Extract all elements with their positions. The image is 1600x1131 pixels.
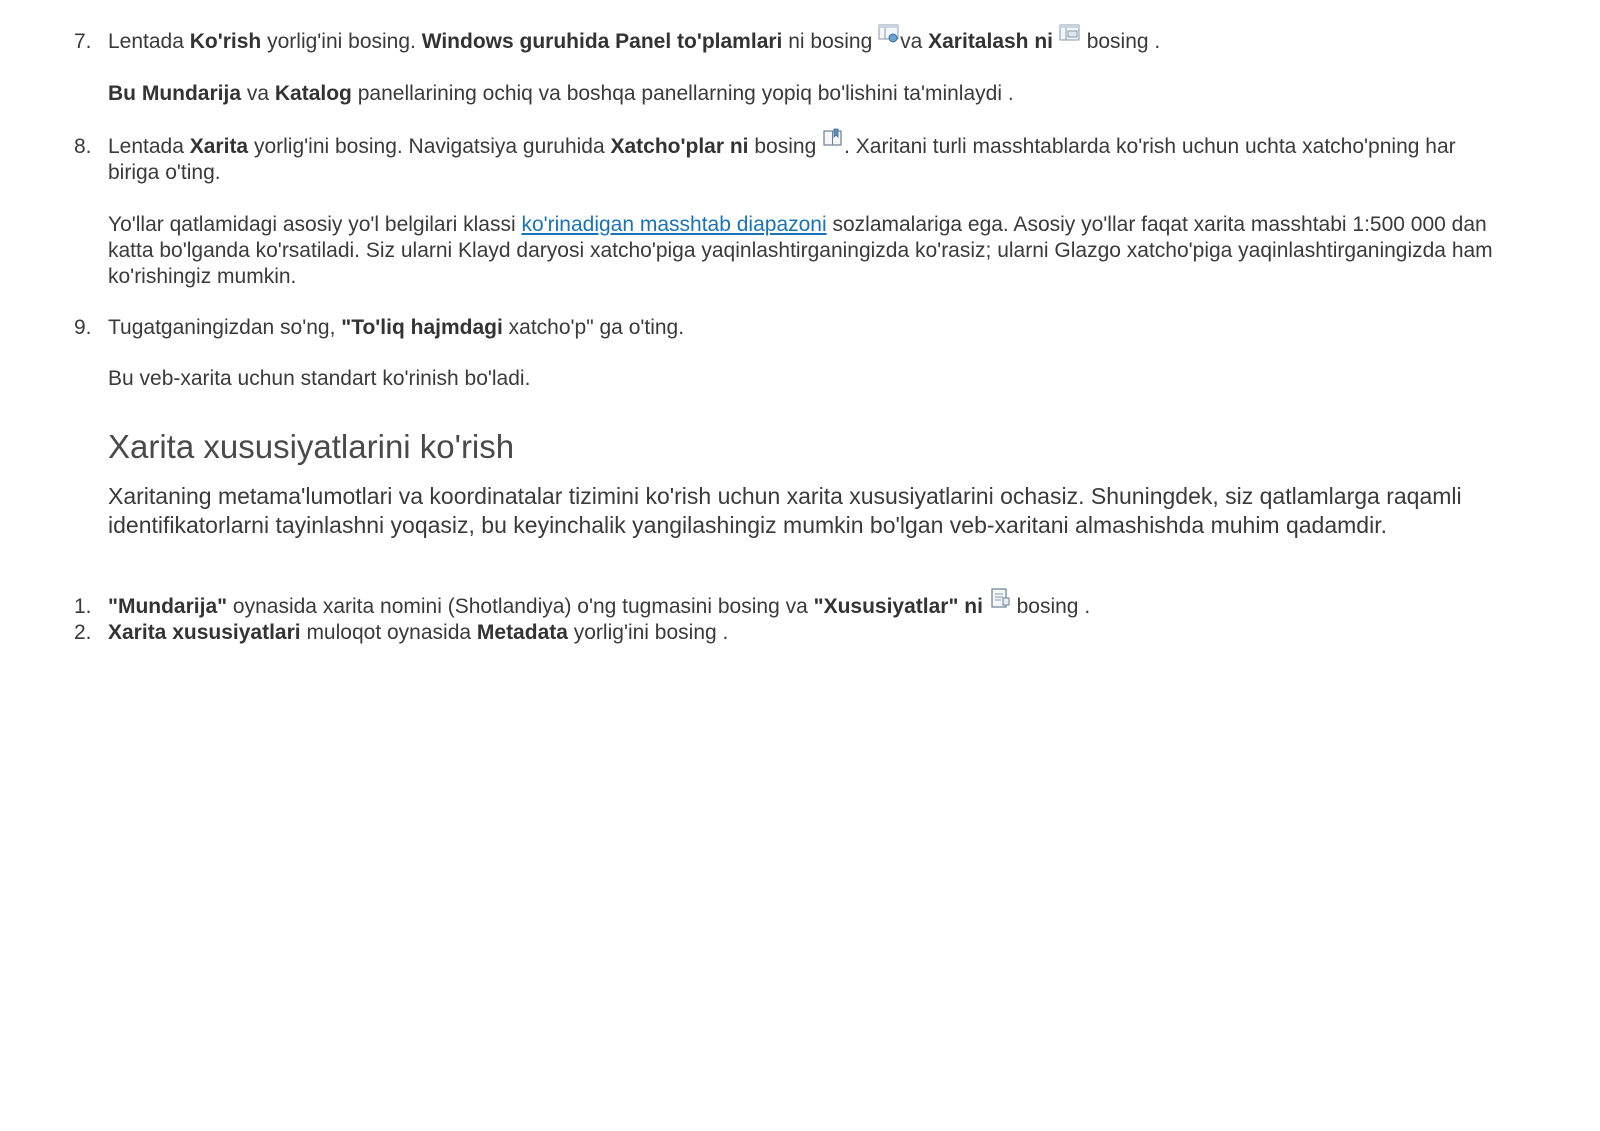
ui-term: Windows guruhida Panel to'plamlari	[421, 30, 783, 53]
section-heading: Xarita xususiyatlarini ko'rish	[108, 428, 515, 465]
bookmarks-icon	[822, 128, 844, 148]
list-item-step-1	[74, 594, 1508, 620]
note-text: panellarining ochiq va boshqa panellarning yopiq bo'lishini ta'minlaydi .	[351, 82, 1014, 105]
ui-term: Xatcho'plar ni	[610, 135, 749, 158]
ui-term: Xaritalash ni	[928, 30, 1054, 53]
step-7-note	[108, 81, 1508, 107]
ui-term: Bu Mundarija	[108, 82, 242, 105]
step-text: Lentada	[108, 135, 190, 158]
step-text: yorlig'ini bosing.	[261, 30, 422, 53]
ui-term: Xarita xususiyatlari	[108, 621, 301, 644]
step-text: ni bosing	[782, 30, 879, 53]
note-text: va	[241, 82, 275, 105]
step-text: bosing	[748, 135, 823, 158]
intro-text: Xaritaning metama'lumotlari va koordinatalar tizimini ko'rish uchun xarita xususiyatlarini ochasiz. Shuningdek, siz qatlamlarga raqamli identifikatorlarni tayinlashni yoqasiz, bu keyinchalik yangilashingiz mumkin bo'lgan veb-xaritani almashishda muhim qadamdir.	[108, 483, 1462, 538]
note-text: Yo'llar qatlamidagi asosiy yo'l belgilari klassi	[108, 213, 522, 236]
step-text: bosing .	[1080, 30, 1161, 53]
step-text: Tugatganingizdan so'ng,	[108, 316, 342, 339]
ui-term: Ko'rish	[189, 30, 262, 53]
step-text: bosing .	[1010, 595, 1091, 618]
list-number: 2.	[74, 621, 92, 644]
list-item-step-8	[74, 134, 1508, 186]
step-text: yorlig'ini bosing. Navigatsiya guruhida	[248, 135, 611, 158]
list-item-step-9	[74, 315, 1508, 341]
properties-icon	[989, 588, 1011, 608]
step-text: muloqot oynasida	[300, 621, 477, 644]
list-number: 8.	[74, 135, 92, 158]
step-text: oynasida xarita nomini (Shotlandiya) o'ng tugmasini bosing va	[227, 595, 814, 618]
ui-term: "Xususiyatlar" ni	[813, 595, 983, 618]
ui-term: "Mundarija"	[108, 595, 228, 618]
step-text: . Xaritani turli masshtablarda ko'rish uchun uchta xatcho'pning har biriga o'ting.	[108, 135, 1456, 184]
section-intro	[108, 482, 1508, 540]
ui-term: "To'liq hajmdagi	[341, 316, 503, 339]
ui-term: Xarita	[189, 135, 249, 158]
list-number: 9.	[74, 316, 92, 339]
note-text: sozlamalariga ega. Asosiy yo'llar faqat xarita masshtabi 1:500 000 dan katta bo'lganda ko'rsatiladi. Siz ularni Klayd daryosi xatcho'piga yaqinlashtirganingizda ko'rasiz; ularni Glazgo xatcho'piga yaqinlashtirganingizda ham ko'rishingiz mumkin.	[108, 213, 1493, 288]
list-number: 1.	[74, 595, 92, 618]
ui-term: Metadata	[476, 621, 568, 644]
step-text: yorlig'ini bosing .	[567, 621, 729, 644]
step-text: xatcho'p" ga o'ting.	[502, 316, 685, 339]
list-item-step-2	[74, 620, 1508, 646]
step-8-note	[108, 212, 1508, 290]
visible-scale-range-link[interactable]: ko'rinadigan masshtab diapazoni	[521, 213, 827, 236]
panel-sets-icon	[878, 23, 900, 43]
step-text: Lentada	[108, 30, 190, 53]
list-number: 7.	[74, 30, 92, 53]
list-item-step-7	[74, 29, 1508, 55]
mapping-icon	[1059, 23, 1081, 43]
ui-term: Katalog	[274, 82, 352, 105]
step-text: va	[900, 30, 929, 53]
step-9-note	[108, 366, 1508, 392]
note-text: Bu veb-xarita uchun standart ko'rinish bo'ladi.	[108, 367, 531, 390]
